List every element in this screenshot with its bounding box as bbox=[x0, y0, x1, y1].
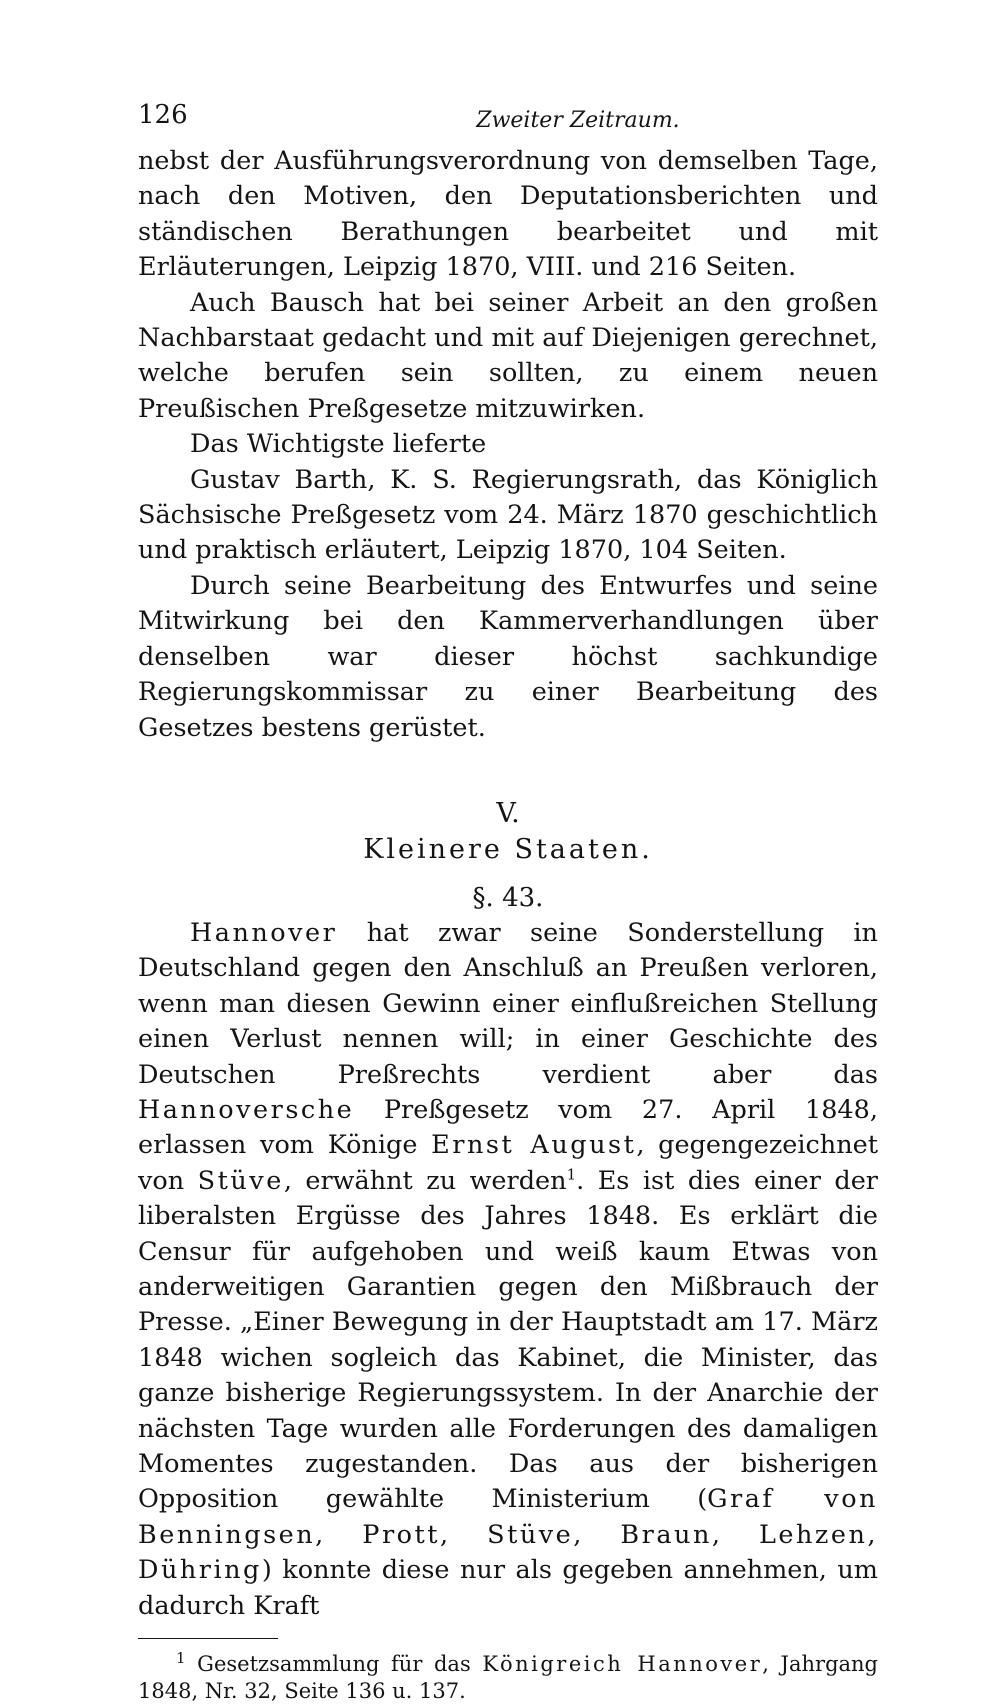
paragraph-continuation: nebst der Ausführungsverordnung von demselben Tage, nach den Motiven, den Deputationsberichten und ständischen Berathungen bearbeitet und mit Erläuterungen, Leipzig 1870, VIII. und 216 Seiten. bbox=[138, 146, 878, 283]
paragraph-barth-citation: Gustav Barth, K. S. Regierungsrath, das Königlich Sächsische Preßgesetz vom 24. März 1870 geschichtlich und praktisch erläutert, Leipzig 1870, 104 Seiten. bbox=[138, 464, 878, 566]
text-hannoversche: Hannoversche bbox=[138, 1094, 355, 1125]
section-number: V. bbox=[496, 797, 520, 829]
paragraph-bearbeitung: Durch seine Bearbeitung des Entwurfes und seine Mitwirkung bei den Kammerverhandlungen über denselben war dieser höchst sachkundige Regierungskommissar zu einer Bearbeitung des Gesetzes bestens gerüstet. bbox=[138, 570, 878, 743]
footnote-koenigreich: Königreich Hannover bbox=[482, 1652, 763, 1677]
footnote-reference[interactable]: 1 bbox=[566, 1165, 577, 1184]
footnote-marker: 1 bbox=[176, 1649, 186, 1668]
paragraph-bausch: Auch Bausch hat bei seiner Arbeit an den großen Nachbarstaat gedacht und mit auf Diejenigen gerechnet, welche berufen sein sollten, zu einem neuen Preußischen Preßgesetze mitzuwirken. bbox=[138, 287, 878, 424]
section-title: Kleinere Staaten. bbox=[363, 833, 653, 865]
paragraph-hannover bbox=[138, 916, 878, 1624]
text-part-2: Preßgesetz vom 27. April 1848, erlassen vom Könige bbox=[138, 1094, 878, 1161]
text-part-6: ) konnte diese nur als gegeben annehmen, um dadurch Kraft bbox=[138, 1555, 878, 1621]
lead-word: Hannover bbox=[190, 917, 338, 948]
footnote-text-a: Gesetzsammlung für das bbox=[185, 1652, 483, 1677]
running-title: Zweiter Zeitraum. bbox=[476, 108, 680, 133]
text-part-1: hat zwar seine Sonderstellung in Deutschland gegen den Anschluß an Preußen verloren, wenn man diesen Gewinn einer einflußreichen Stellung einen Verlust nennen will; in einer Geschichte des Deutschen Preßrechts verdient aber das bbox=[138, 917, 878, 1090]
paragraph-wichtigste: Das Wichtigste lieferte bbox=[190, 429, 487, 460]
text-part-3: , gegengezeichnet von bbox=[138, 1130, 878, 1196]
paragraph-mark: §. 43. bbox=[472, 882, 544, 913]
footnote-divider bbox=[138, 1638, 278, 1639]
running-head bbox=[138, 100, 878, 144]
page-number: 126 bbox=[138, 100, 188, 130]
footnote-text-b: , Jahrgang 1848, Nr. 32, Seite 136 u. 137. bbox=[138, 1652, 878, 1704]
text-part-4: , erwähnt zu werden bbox=[283, 1165, 567, 1196]
footnote bbox=[138, 1651, 878, 1705]
text-stueve: Stüve bbox=[197, 1165, 284, 1196]
text-part-5: . Es ist dies einer der liberalsten Ergüsse des Jahres 1848. Es erklärt die Censur für aufgehoben und weiß kaum Etwas von anderweitigen Garantien gegen den Mißbrauch der Presse. „Einer Bewegung in der Hauptstadt am 17. März 1848 wichen sogleich das Kabinet, die Minister, das ganze bisherige Regierungssystem. In der Anarchie der nächsten Tage wurden alle Forderungen des damaligen Momentes zugestanden. Das aus der bisherigen Opposition gewählte Ministerium ( bbox=[138, 1165, 878, 1515]
text-ernst-august: Ernst August bbox=[431, 1130, 637, 1161]
text-ministers: Graf von Benningsen, Prott, Stüve, Braun, Lehzen, Dühring bbox=[138, 1484, 878, 1586]
book-page bbox=[138, 100, 878, 1705]
